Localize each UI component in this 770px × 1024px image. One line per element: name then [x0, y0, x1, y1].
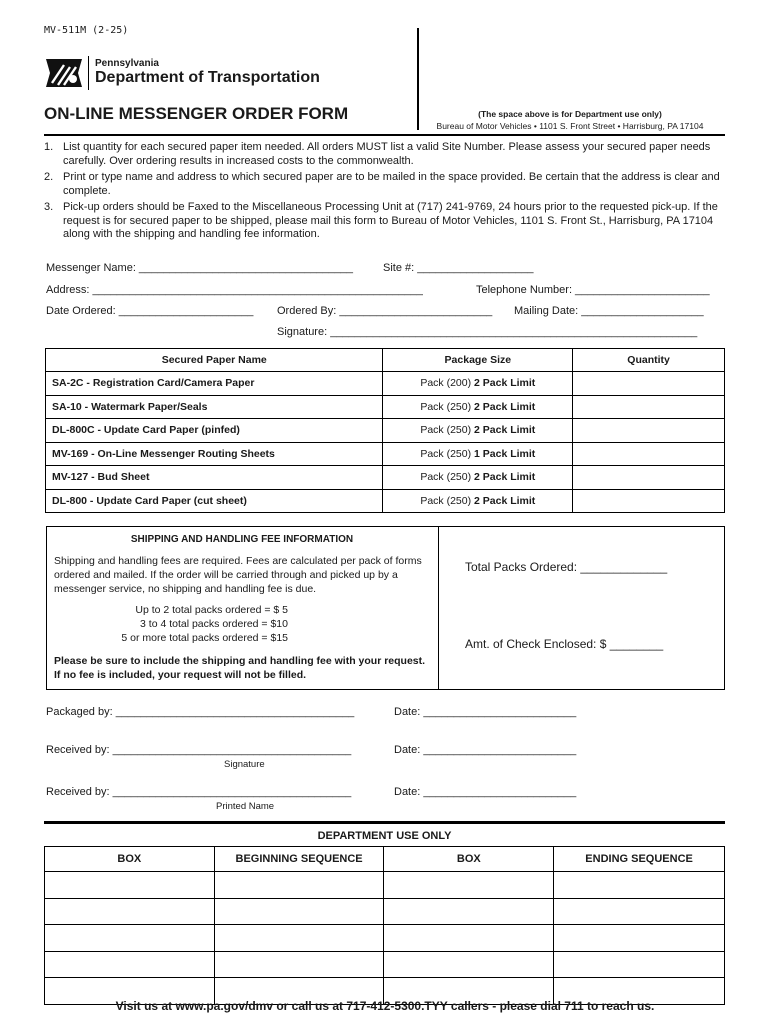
table-row: [45, 925, 725, 952]
paper-name: SA-2C - Registration Card/Camera Paper: [46, 372, 383, 396]
shipping-body: Shipping and handling fees are required. Fees are calculated per pack of forms ordered and mailed. If the order will be carried through and picked up by a messenger service, no shipping and handling fee is due.: [54, 555, 422, 595]
col-header-beginning-sequence: BEGINNING SEQUENCE: [214, 847, 384, 872]
table-cell[interactable]: [554, 951, 725, 978]
penndot-logo: [44, 55, 84, 91]
col-header-package: Package Size: [383, 349, 573, 372]
table-row: [46, 395, 725, 419]
table-row: [46, 419, 725, 443]
table-row: [45, 951, 725, 978]
table-cell[interactable]: [45, 872, 215, 899]
table-cell[interactable]: [384, 925, 554, 952]
fee-schedule: [54, 603, 288, 645]
shipping-divider: [438, 527, 439, 689]
pack-size: Pack (200): [420, 377, 472, 390]
package-size: [383, 442, 573, 466]
table-cell[interactable]: [554, 872, 725, 899]
shipping-warning: Please be sure to include the shipping and handling fee with your request. If no fee is included, your request will not be filled.: [54, 655, 426, 681]
instruction-text: Pick-up orders should be Faxed to the Miscellaneous Processing Unit at (717) 241-9769, 24 hours prior to the requested pick-up. If the request is for secured paper to be shipped, please mail this form to Bureau of Motor Vehicles, 1101 S. Front St., Harrisburg, PA 17104 along with the shipping and handling fee information.: [63, 201, 718, 240]
pack-size: Pack (250): [420, 471, 472, 484]
site-number-field[interactable]: Site #: ___________________: [383, 262, 534, 274]
instructions: [44, 141, 728, 242]
paper-name: MV-127 - Bud Sheet: [46, 466, 383, 490]
table-cell[interactable]: [45, 925, 215, 952]
signature-caption: Signature: [224, 759, 265, 770]
instruction-3: [44, 201, 728, 242]
shipping-title: SHIPPING AND HANDLING FEE INFORMATION: [130, 534, 354, 545]
package-size: [383, 489, 573, 513]
printed-name-caption: Printed Name: [216, 801, 275, 812]
quantity-cell[interactable]: [573, 489, 725, 513]
mailing-date-field[interactable]: Mailing Date: ____________________: [514, 305, 704, 317]
quantity-cell[interactable]: [573, 419, 725, 443]
table-row: [45, 872, 725, 899]
table-row: [46, 442, 725, 466]
header-vertical-divider: [417, 28, 419, 130]
packaged-by-field[interactable]: Packaged by: _______________________________________: [46, 706, 355, 718]
instruction-number: 3.: [44, 201, 54, 213]
quantity-cell[interactable]: [573, 466, 725, 490]
instruction-number: 2.: [44, 171, 54, 183]
table-cell[interactable]: [45, 898, 215, 925]
package-size: [383, 466, 573, 490]
signature-field[interactable]: Signature: ____________________________________________________________: [277, 326, 698, 338]
table-cell[interactable]: [554, 898, 725, 925]
pack-limit: 2 Pack Limit: [474, 377, 536, 390]
instruction-text: Print or type name and address to which secured paper are to be mailed in the space provided. Be certain that the address is clear and complete.: [63, 171, 720, 197]
table-cell[interactable]: [45, 951, 215, 978]
agency-name: Department of Transportation: [95, 69, 320, 86]
pack-size: Pack (250): [420, 424, 472, 437]
fee-tier: 5 or more total packs ordered = $15: [121, 632, 288, 644]
dept-use-rule: [44, 821, 725, 824]
pack-limit: 2 Pack Limit: [474, 494, 536, 507]
table-cell[interactable]: [214, 898, 384, 925]
check-amount-field[interactable]: Amt. of Check Enclosed: $ ________: [465, 637, 664, 651]
agency-state: Pennsylvania: [95, 58, 159, 69]
table-row: [46, 489, 725, 513]
pack-size: Pack (250): [420, 400, 472, 413]
table-cell[interactable]: [214, 925, 384, 952]
col-header-name: Secured Paper Name: [46, 349, 383, 372]
table-cell[interactable]: [384, 898, 554, 925]
table-row: [46, 466, 725, 490]
date-ordered-field[interactable]: Date Ordered: ______________________: [46, 305, 254, 317]
quantity-cell[interactable]: [573, 372, 725, 396]
dept-use-title: DEPARTMENT USE ONLY: [317, 830, 452, 842]
table-row: [45, 898, 725, 925]
table-cell[interactable]: [384, 951, 554, 978]
packaged-date-field[interactable]: Date: _________________________: [394, 706, 577, 718]
instruction-number: 1.: [44, 141, 54, 153]
table-header-row: [46, 349, 725, 372]
footer-contact: Visit us at www.pa.gov/dmv or call us at 717-412-5300.TYY callers - please dial 711 to reach us.: [115, 999, 655, 1013]
col-header-quantity: Quantity: [573, 349, 725, 372]
pack-limit: 2 Pack Limit: [474, 471, 536, 484]
quantity-cell[interactable]: [573, 442, 725, 466]
logo-divider: [88, 56, 89, 90]
pack-size: Pack (250): [420, 494, 472, 507]
table-cell[interactable]: [554, 925, 725, 952]
pack-size: Pack (250): [420, 447, 472, 460]
address-field[interactable]: Address: ______________________________________________________: [46, 284, 423, 296]
table-row: [46, 372, 725, 396]
instruction-2: [44, 171, 728, 198]
fee-tier: 3 to 4 total packs ordered = $10: [140, 618, 288, 630]
table-header-row: [45, 847, 725, 872]
paper-name: DL-800 - Update Card Paper (cut sheet): [46, 489, 383, 513]
received-by-signature-field[interactable]: Received by: _______________________________________: [46, 744, 352, 756]
instruction-text: List quantity for each secured paper item needed. All orders MUST list a valid Site Number. Please assess your secured paper needs carefully. Over ordering results in increased costs to the commonwealth.: [63, 141, 711, 167]
received-by-name-field[interactable]: Received by: _______________________________________: [46, 786, 352, 798]
instruction-1: [44, 141, 728, 168]
package-size: [383, 419, 573, 443]
pack-limit: 2 Pack Limit: [474, 400, 536, 413]
dept-use-table: [44, 846, 725, 1005]
bureau-address: Bureau of Motor Vehicles • 1101 S. Front Street • Harrisburg, PA 17104: [436, 121, 704, 131]
form-title: ON-LINE MESSENGER ORDER FORM: [44, 104, 349, 123]
quantity-cell[interactable]: [573, 395, 725, 419]
package-size: [383, 395, 573, 419]
package-size: [383, 372, 573, 396]
paper-name: SA-10 - Watermark Paper/Seals: [46, 395, 383, 419]
paper-name: DL-800C - Update Card Paper (pinfed): [46, 419, 383, 443]
total-packs-field[interactable]: Total Packs Ordered: _____________: [465, 560, 668, 574]
pack-limit: 1 Pack Limit: [474, 447, 536, 460]
table-cell[interactable]: [384, 872, 554, 899]
header-rule: [44, 134, 725, 136]
col-header-ending-sequence: ENDING SEQUENCE: [554, 847, 725, 872]
form-number: MV-511M (2-25): [44, 25, 129, 36]
paper-name: MV-169 - On-Line Messenger Routing Sheets: [46, 442, 383, 466]
col-header-box: BOX: [384, 847, 554, 872]
table-cell[interactable]: [214, 872, 384, 899]
pack-limit: 2 Pack Limit: [474, 424, 536, 437]
col-header-box: BOX: [45, 847, 215, 872]
messenger-name-field[interactable]: Messenger Name: ___________________________________: [46, 262, 354, 274]
secured-paper-table: [45, 348, 725, 513]
keystone-logo-icon: [44, 55, 84, 91]
ordered-by-field[interactable]: Ordered By: _________________________: [277, 305, 493, 317]
telephone-field[interactable]: Telephone Number: ______________________: [476, 284, 710, 296]
received-name-date-field[interactable]: Date: _________________________: [394, 786, 577, 798]
received-date-field[interactable]: Date: _________________________: [394, 744, 577, 756]
dept-use-note: (The space above is for Department use only): [478, 109, 662, 119]
table-cell[interactable]: [214, 951, 384, 978]
fee-tier: Up to 2 total packs ordered = $ 5: [135, 604, 288, 616]
